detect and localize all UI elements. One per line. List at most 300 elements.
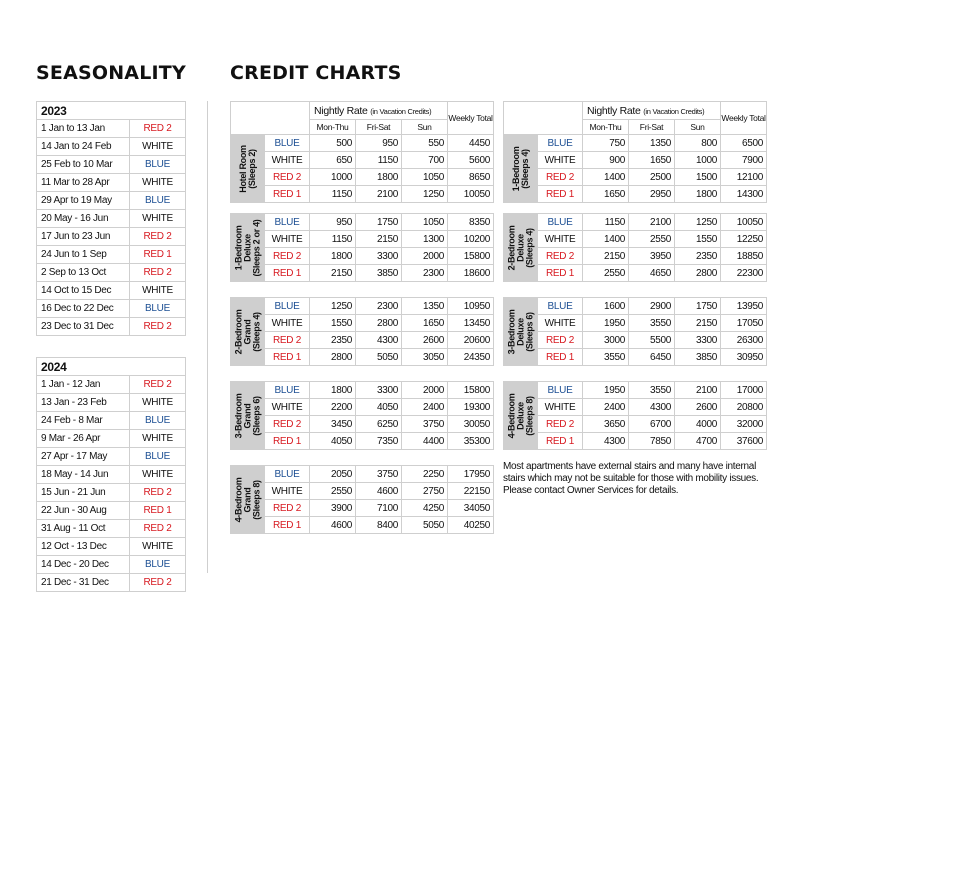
- weekly-total-cell: 19300: [448, 399, 494, 416]
- rate-row: [231, 399, 494, 416]
- season-row: [37, 448, 186, 466]
- nightly-rate-cell: 2550: [629, 231, 675, 248]
- nightly-rate-cell: 2100: [675, 382, 721, 399]
- rate-row: [504, 315, 767, 332]
- season-level: BLUE: [130, 156, 186, 174]
- nightly-rate-cell: 500: [310, 135, 356, 152]
- nightly-rate-cell: 550: [402, 135, 448, 152]
- nightly-rate-cell: 3750: [402, 416, 448, 433]
- nightly-rate-cell: 2150: [675, 315, 721, 332]
- nightly-rate-cell: 650: [310, 152, 356, 169]
- nightly-rate-cell: 2300: [356, 298, 402, 315]
- nightly-rate-cell: 6700: [629, 416, 675, 433]
- season-level: RED 2: [538, 416, 583, 433]
- weekly-total-cell: 7900: [721, 152, 767, 169]
- rate-row: [231, 382, 494, 399]
- unit-label-line: Grand: [242, 403, 252, 429]
- nightly-rate-cell: 2250: [402, 466, 448, 483]
- season-level: RED 2: [538, 332, 583, 349]
- weekly-total-cell: 18850: [721, 248, 767, 265]
- rate-row: [504, 416, 767, 433]
- nightly-rate-cell: 2400: [583, 399, 629, 416]
- nightly-rate-cell: 4300: [583, 433, 629, 450]
- season-level: WHITE: [130, 174, 186, 192]
- nightly-rate-cell: 4300: [629, 399, 675, 416]
- day-header: Sun: [402, 120, 448, 135]
- nightly-rate-cell: 1250: [675, 214, 721, 231]
- nightly-rate-cell: 4300: [356, 332, 402, 349]
- nightly-rate-cell: 4600: [310, 517, 356, 534]
- nightly-rate-cell: 3900: [310, 500, 356, 517]
- nightly-rate-note: (in Vacation Credits): [643, 106, 705, 116]
- nightly-rate-cell: 1400: [583, 231, 629, 248]
- nightly-rate-cell: 1750: [356, 214, 402, 231]
- unit-label-line: (Sleeps 6): [251, 395, 261, 436]
- unit-table: [503, 297, 766, 366]
- season-row: [37, 210, 186, 228]
- nightly-rate-cell: 2500: [629, 169, 675, 186]
- unit-label: [231, 466, 265, 534]
- nightly-rate-cell: 1650: [402, 315, 448, 332]
- unit-label-line: 2-Bedroom: [233, 309, 243, 354]
- nightly-rate-cell: 1800: [675, 186, 721, 203]
- credit-charts-heading: CREDIT CHARTS: [230, 62, 402, 84]
- season-dates: 15 Jun - 21 Jun: [37, 484, 130, 502]
- season-level: RED 1: [265, 517, 310, 534]
- rate-row: [231, 416, 494, 433]
- unit-label-line: Deluxe: [515, 401, 525, 430]
- weekly-total-cell: 5600: [448, 152, 494, 169]
- unit-label-line: (Sleeps 8): [524, 395, 534, 436]
- season-level: BLUE: [265, 466, 310, 483]
- rate-row: [504, 349, 767, 366]
- nightly-rate-cell: 2100: [629, 214, 675, 231]
- unit-label: [504, 298, 538, 366]
- weekly-total-cell: 10050: [448, 186, 494, 203]
- nightly-rate-cell: 1000: [310, 169, 356, 186]
- season-level: RED 2: [130, 484, 186, 502]
- season-row: [37, 228, 186, 246]
- unit-label-line: 3-Bedroom: [233, 393, 243, 438]
- rate-row: [231, 152, 494, 169]
- unit-label-line: (Sleeps 6): [524, 311, 534, 352]
- nightly-rate-cell: 1350: [629, 135, 675, 152]
- season-level: BLUE: [130, 300, 186, 318]
- season-level: RED 2: [538, 169, 583, 186]
- nightly-rate-cell: 1050: [402, 169, 448, 186]
- season-dates: 21 Dec - 31 Dec: [37, 574, 130, 592]
- nightly-rate-cell: 2300: [402, 265, 448, 282]
- rate-row: [231, 349, 494, 366]
- nightly-rate-cell: 1650: [583, 186, 629, 203]
- nightly-rate-cell: 2350: [675, 248, 721, 265]
- season-level: BLUE: [265, 382, 310, 399]
- nightly-rate-cell: 1600: [583, 298, 629, 315]
- weekly-total-cell: 15800: [448, 248, 494, 265]
- weekly-total-cell: 10200: [448, 231, 494, 248]
- nightly-rate-cell: 1150: [356, 152, 402, 169]
- season-level: RED 1: [130, 246, 186, 264]
- nightly-rate-cell: 1150: [583, 214, 629, 231]
- unit-table: [230, 465, 493, 534]
- weekly-total-cell: 15800: [448, 382, 494, 399]
- nightly-rate-note: (in Vacation Credits): [370, 106, 432, 116]
- season-row: [37, 264, 186, 282]
- unit-label: [231, 135, 265, 203]
- season-level: WHITE: [265, 231, 310, 248]
- unit-table: [230, 101, 493, 203]
- season-level: BLUE: [130, 412, 186, 430]
- unit-label-line: 3-Bedroom: [506, 309, 516, 354]
- nightly-rate-cell: 950: [310, 214, 356, 231]
- nightly-rate-cell: 1500: [675, 169, 721, 186]
- rate-row: [231, 248, 494, 265]
- season-level: BLUE: [265, 214, 310, 231]
- unit-label: [504, 214, 538, 282]
- season-level: RED 2: [130, 318, 186, 336]
- weekly-total-cell: 22150: [448, 483, 494, 500]
- season-row: [37, 376, 186, 394]
- season-row: [37, 156, 186, 174]
- season-level: RED 1: [265, 433, 310, 450]
- season-level: WHITE: [538, 231, 583, 248]
- nightly-rate-cell: 2600: [675, 399, 721, 416]
- season-level: BLUE: [130, 192, 186, 210]
- season-dates: 25 Feb to 10 Mar: [37, 156, 130, 174]
- nightly-rate-cell: 6450: [629, 349, 675, 366]
- unit-label-line: Hotel Room: [237, 144, 248, 193]
- season-level: WHITE: [130, 282, 186, 300]
- weekly-total-cell: 17000: [721, 382, 767, 399]
- rate-row: [231, 332, 494, 349]
- nightly-rate-cell: 1950: [583, 315, 629, 332]
- season-level: RED 2: [538, 248, 583, 265]
- nightly-rate-label: Nightly Rate: [314, 104, 368, 117]
- weekly-total-cell: 8650: [448, 169, 494, 186]
- nightly-rate-cell: 1400: [583, 169, 629, 186]
- nightly-rate-cell: 2100: [356, 186, 402, 203]
- season-dates: 11 Mar to 28 Apr: [37, 174, 130, 192]
- season-row: [37, 574, 186, 592]
- nightly-rate-cell: 750: [583, 135, 629, 152]
- season-level: RED 2: [130, 520, 186, 538]
- weekly-total-cell: 8350: [448, 214, 494, 231]
- nightly-rate-cell: 1800: [310, 382, 356, 399]
- nightly-rate-cell: 4600: [356, 483, 402, 500]
- nightly-rate-cell: 2150: [356, 231, 402, 248]
- nightly-rate-cell: 3300: [356, 248, 402, 265]
- rate-row: [231, 433, 494, 450]
- nightly-rate-cell: 800: [675, 135, 721, 152]
- nightly-rate-cell: 1000: [675, 152, 721, 169]
- weekly-total-cell: 26300: [721, 332, 767, 349]
- nightly-rate-cell: 4700: [675, 433, 721, 450]
- season-dates: 31 Aug - 11 Oct: [37, 520, 130, 538]
- season-dates: 14 Oct to 15 Dec: [37, 282, 130, 300]
- nightly-rate-cell: 1550: [675, 231, 721, 248]
- column-divider: [207, 101, 208, 573]
- season-level: RED 2: [130, 574, 186, 592]
- unit-label-line: Deluxe: [242, 233, 252, 262]
- season-level: RED 1: [130, 502, 186, 520]
- nightly-rate-cell: 4250: [402, 500, 448, 517]
- nightly-rate-cell: 2550: [583, 265, 629, 282]
- nightly-rate-cell: 1950: [583, 382, 629, 399]
- header-corner: [504, 102, 583, 135]
- nightly-rate-cell: 3850: [356, 265, 402, 282]
- nightly-rate-cell: 2600: [402, 332, 448, 349]
- unit-label-line: (Sleeps 8): [251, 479, 261, 520]
- nightly-rate-cell: 3300: [356, 382, 402, 399]
- weekly-total-cell: 20800: [721, 399, 767, 416]
- unit-label-line: 4-Bedroom: [506, 393, 516, 438]
- unit-label-line: Deluxe: [515, 317, 525, 346]
- season-table-1: [36, 357, 186, 592]
- season-level: RED 2: [130, 120, 186, 138]
- unit-table: [230, 213, 493, 282]
- season-dates: 16 Dec to 22 Dec: [37, 300, 130, 318]
- weekly-total-cell: 30950: [721, 349, 767, 366]
- weekly-total-cell: 32000: [721, 416, 767, 433]
- season-level: BLUE: [265, 298, 310, 315]
- season-dates: 13 Jan - 23 Feb: [37, 394, 130, 412]
- season-row: [37, 282, 186, 300]
- weekly-total-header: Weekly Total: [448, 102, 494, 135]
- season-level: BLUE: [538, 298, 583, 315]
- nightly-rate-cell: 2800: [675, 265, 721, 282]
- nightly-rate-cell: 2800: [310, 349, 356, 366]
- rate-row: [231, 466, 494, 483]
- unit-label: [504, 135, 538, 203]
- nightly-rate-cell: 3300: [675, 332, 721, 349]
- weekly-total-cell: 13950: [721, 298, 767, 315]
- unit-label-line: (Sleeps 4): [524, 227, 534, 268]
- rate-row: [504, 399, 767, 416]
- nightly-rate-cell: 950: [356, 135, 402, 152]
- nightly-rate-cell: 2350: [310, 332, 356, 349]
- stairs-note: Most apartments have external stairs and many have internal stairs which may not be suitable for those with mobility issues. Please contact Owner Services for details.: [503, 461, 759, 496]
- unit-label-line: Grand: [242, 319, 252, 345]
- nightly-rate-cell: 2900: [629, 298, 675, 315]
- nightly-rate-cell: 4000: [675, 416, 721, 433]
- season-row: [37, 394, 186, 412]
- season-dates: 23 Dec to 31 Dec: [37, 318, 130, 336]
- unit-label-line: 1-Bedroom: [510, 146, 521, 191]
- nightly-rate-cell: 2800: [356, 315, 402, 332]
- nightly-rate-cell: 2000: [402, 382, 448, 399]
- day-header: Mon-Thu: [310, 120, 356, 135]
- day-header: Fri-Sat: [629, 120, 675, 135]
- season-level: WHITE: [130, 430, 186, 448]
- rate-row: [504, 169, 767, 186]
- rate-row: [231, 500, 494, 517]
- season-row: [37, 538, 186, 556]
- season-level: WHITE: [538, 315, 583, 332]
- season-level: BLUE: [265, 135, 310, 152]
- unit-label-line: (Sleeps 4): [519, 148, 530, 189]
- weekly-total-cell: 17950: [448, 466, 494, 483]
- nightly-rate-cell: 3000: [583, 332, 629, 349]
- nightly-rate-cell: 5500: [629, 332, 675, 349]
- nightly-rate-cell: 3750: [356, 466, 402, 483]
- unit-table: [503, 101, 766, 203]
- day-header: Sun: [675, 120, 721, 135]
- nightly-rate-cell: 4400: [402, 433, 448, 450]
- season-level: WHITE: [265, 483, 310, 500]
- nightly-rate-cell: 2550: [310, 483, 356, 500]
- season-dates: 24 Jun to 1 Sep: [37, 246, 130, 264]
- season-level: RED 2: [265, 248, 310, 265]
- season-dates: 18 May - 14 Jun: [37, 466, 130, 484]
- weekly-total-cell: 35300: [448, 433, 494, 450]
- season-level: RED 1: [538, 349, 583, 366]
- rate-row: [231, 298, 494, 315]
- season-dates: 14 Dec - 20 Dec: [37, 556, 130, 574]
- season-level: WHITE: [265, 152, 310, 169]
- nightly-rate-cell: 2150: [583, 248, 629, 265]
- season-year: 2023: [37, 102, 186, 120]
- rate-row: [504, 248, 767, 265]
- season-table-0: [36, 101, 186, 336]
- season-dates: 24 Feb - 8 Mar: [37, 412, 130, 430]
- nightly-rate-cell: 2750: [402, 483, 448, 500]
- day-header: Fri-Sat: [356, 120, 402, 135]
- weekly-total-cell: 22300: [721, 265, 767, 282]
- season-level: RED 2: [130, 264, 186, 282]
- nightly-rate-cell: 5050: [402, 517, 448, 534]
- season-level: RED 2: [265, 500, 310, 517]
- nightly-rate-cell: 1800: [356, 169, 402, 186]
- nightly-rate-cell: 1800: [310, 248, 356, 265]
- unit-label: [231, 382, 265, 450]
- unit-label-line: 1-Bedroom: [233, 225, 243, 270]
- nightly-rate-cell: 3850: [675, 349, 721, 366]
- unit-label-line: (Sleeps 2): [246, 148, 257, 189]
- rate-row: [504, 214, 767, 231]
- unit-table: [503, 213, 766, 282]
- unit-table: [230, 297, 493, 366]
- nightly-rate-cell: 3550: [583, 349, 629, 366]
- rate-row: [231, 214, 494, 231]
- rate-row: [231, 483, 494, 500]
- nightly-rate-cell: 1250: [310, 298, 356, 315]
- season-row: [37, 412, 186, 430]
- nightly-rate-cell: 900: [583, 152, 629, 169]
- season-dates: 2 Sep to 13 Oct: [37, 264, 130, 282]
- unit-label: [231, 298, 265, 366]
- season-row: [37, 484, 186, 502]
- season-level: RED 1: [265, 265, 310, 282]
- nightly-rate-header: [310, 102, 448, 120]
- weekly-total-cell: 18600: [448, 265, 494, 282]
- season-dates: 29 Apr to 19 May: [37, 192, 130, 210]
- day-header: Mon-Thu: [583, 120, 629, 135]
- nightly-rate-label: Nightly Rate: [587, 104, 641, 117]
- rate-row: [504, 265, 767, 282]
- nightly-rate-cell: 7850: [629, 433, 675, 450]
- season-level: WHITE: [130, 538, 186, 556]
- season-level: WHITE: [265, 315, 310, 332]
- rate-row: [231, 231, 494, 248]
- nightly-rate-cell: 1150: [310, 231, 356, 248]
- nightly-rate-cell: 6250: [356, 416, 402, 433]
- season-level: RED 2: [265, 416, 310, 433]
- rate-row: [231, 265, 494, 282]
- unit-table: [230, 381, 493, 450]
- season-row: [37, 466, 186, 484]
- rate-row: [231, 135, 494, 152]
- nightly-rate-cell: 3050: [402, 349, 448, 366]
- weekly-total-cell: 13450: [448, 315, 494, 332]
- season-level: WHITE: [130, 210, 186, 228]
- nightly-rate-cell: 3550: [629, 382, 675, 399]
- weekly-total-cell: 17050: [721, 315, 767, 332]
- nightly-rate-cell: 5050: [356, 349, 402, 366]
- season-row: [37, 120, 186, 138]
- season-dates: 17 Jun to 23 Jun: [37, 228, 130, 246]
- rate-row: [504, 298, 767, 315]
- header-corner: [231, 102, 310, 135]
- rate-row: [504, 231, 767, 248]
- season-dates: 12 Oct - 13 Dec: [37, 538, 130, 556]
- season-level: WHITE: [538, 152, 583, 169]
- nightly-rate-cell: 1750: [675, 298, 721, 315]
- nightly-rate-cell: 2150: [310, 265, 356, 282]
- nightly-rate-cell: 1650: [629, 152, 675, 169]
- nightly-rate-cell: 700: [402, 152, 448, 169]
- unit-label-line: (Sleeps 2 or 4): [251, 218, 261, 277]
- season-level: WHITE: [265, 399, 310, 416]
- rate-row: [504, 382, 767, 399]
- season-level: BLUE: [130, 556, 186, 574]
- weekly-total-cell: 10050: [721, 214, 767, 231]
- unit-label-line: Deluxe: [515, 233, 525, 262]
- season-level: WHITE: [130, 138, 186, 156]
- nightly-rate-cell: 3950: [629, 248, 675, 265]
- weekly-total-cell: 12250: [721, 231, 767, 248]
- rate-row: [504, 152, 767, 169]
- season-level: WHITE: [538, 399, 583, 416]
- season-level: BLUE: [130, 448, 186, 466]
- nightly-rate-cell: 2050: [310, 466, 356, 483]
- season-dates: 14 Jan to 24 Feb: [37, 138, 130, 156]
- season-level: RED 1: [538, 433, 583, 450]
- nightly-rate-cell: 4050: [310, 433, 356, 450]
- unit-label: [504, 382, 538, 450]
- nightly-rate-header: [583, 102, 721, 120]
- season-level: RED 1: [538, 186, 583, 203]
- season-dates: 9 Mar - 26 Apr: [37, 430, 130, 448]
- season-level: RED 2: [265, 169, 310, 186]
- nightly-rate-cell: 1300: [402, 231, 448, 248]
- weekly-total-header: Weekly Total: [721, 102, 767, 135]
- weekly-total-cell: 20600: [448, 332, 494, 349]
- nightly-rate-cell: 8400: [356, 517, 402, 534]
- nightly-rate-cell: 2950: [629, 186, 675, 203]
- nightly-rate-cell: 2200: [310, 399, 356, 416]
- season-level: WHITE: [130, 466, 186, 484]
- season-row: [37, 138, 186, 156]
- nightly-rate-cell: 3650: [583, 416, 629, 433]
- season-level: RED 2: [130, 228, 186, 246]
- weekly-total-cell: 6500: [721, 135, 767, 152]
- season-row: [37, 174, 186, 192]
- nightly-rate-cell: 3550: [629, 315, 675, 332]
- season-level: BLUE: [538, 214, 583, 231]
- nightly-rate-cell: 1150: [310, 186, 356, 203]
- season-level: RED 1: [538, 265, 583, 282]
- season-row: [37, 556, 186, 574]
